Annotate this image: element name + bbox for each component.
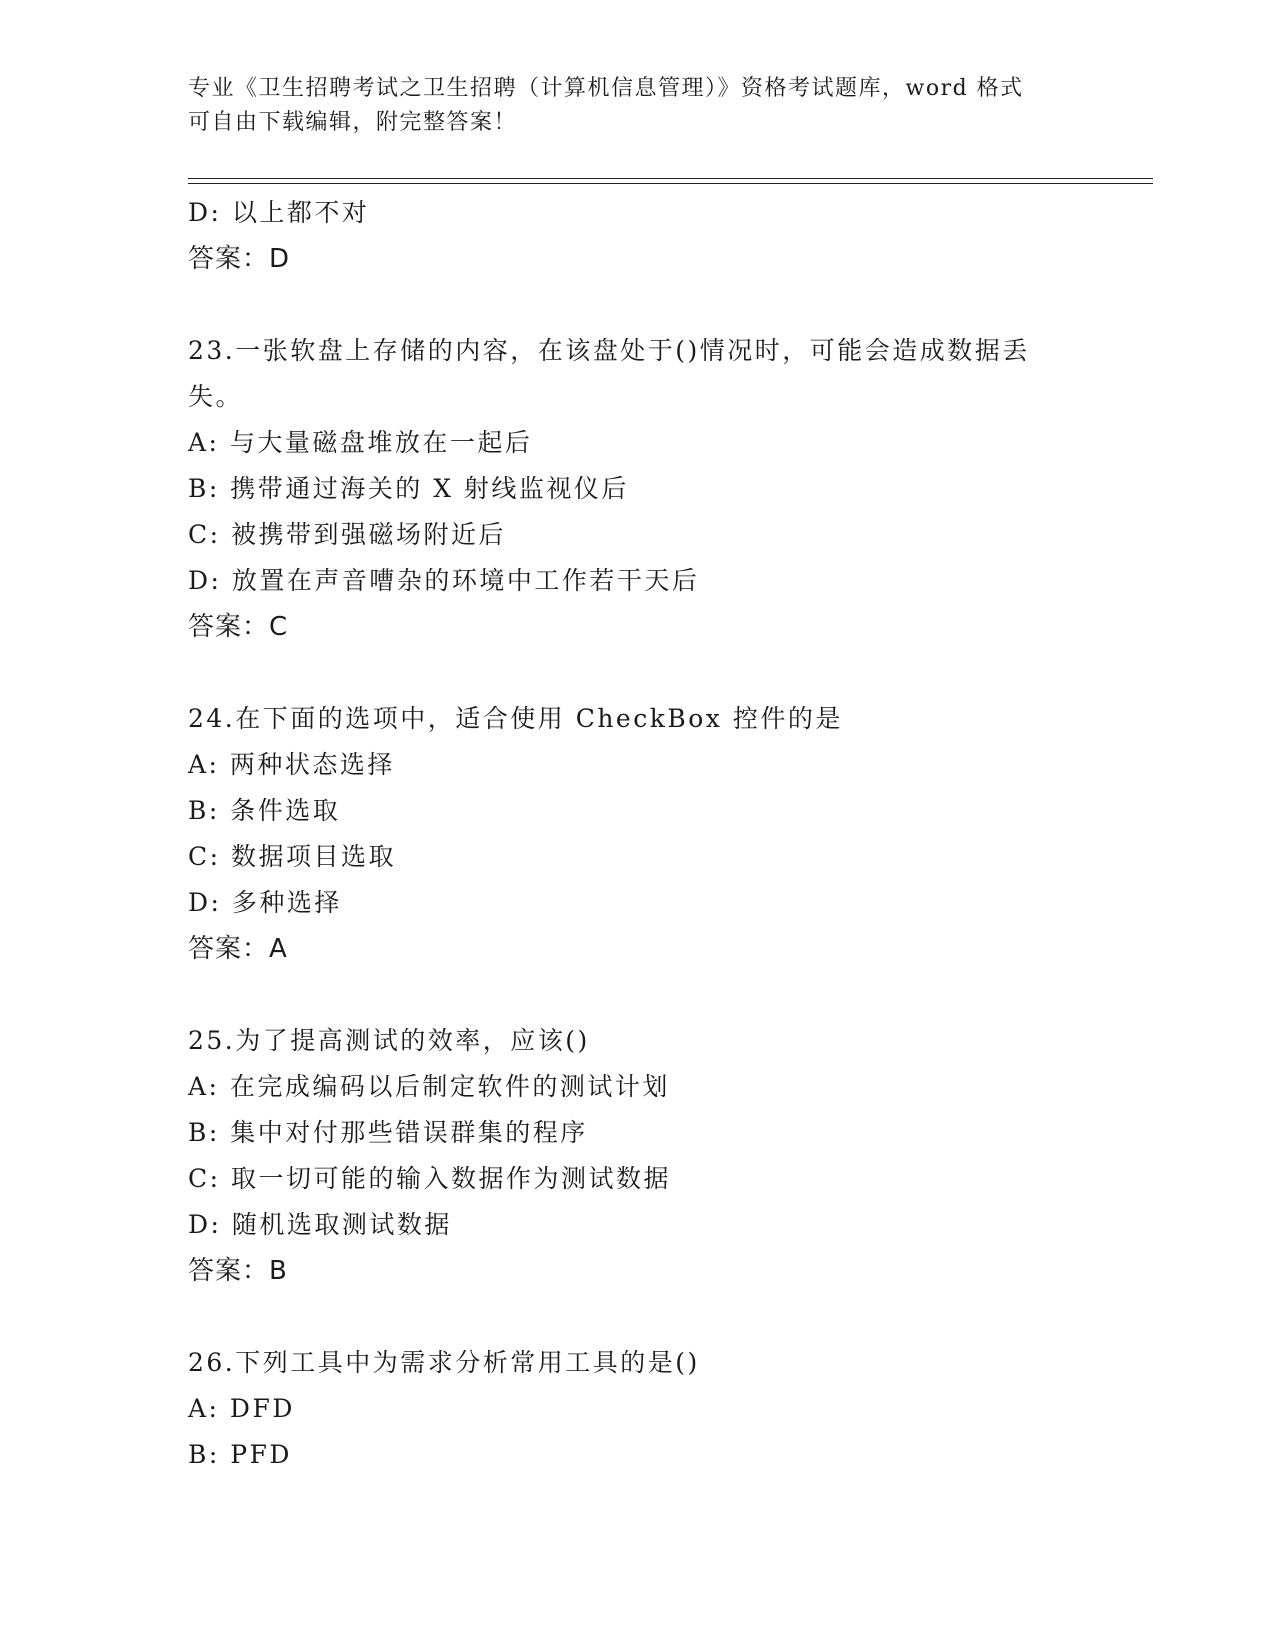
option-d: D: 随机选取测试数据 [188, 1210, 452, 1239]
spacer [188, 650, 1088, 696]
option-a: A: 两种状态选择 [188, 750, 395, 779]
spacer [188, 972, 1088, 1018]
document-header [188, 72, 1068, 140]
question-content [188, 190, 1088, 1478]
answer-line: 答案：D [188, 244, 291, 274]
option-c: C: 数据项目选取 [188, 842, 396, 871]
header-rule-bottom [188, 183, 1153, 184]
question-stem: 23.一张软盘上存储的内容，在该盘处于()情况时，可能会造成数据丢 [188, 336, 1030, 365]
option-a: A: 在完成编码以后制定软件的测试计划 [188, 1072, 670, 1101]
answer-line: 答案：C [188, 612, 289, 642]
question-stem: 26.下列工具中为需求分析常用工具的是() [188, 1348, 700, 1377]
question-25 [188, 1018, 1088, 1294]
option-d: D: 多种选择 [188, 888, 342, 917]
option-b: B: 集中对付那些错误群集的程序 [188, 1118, 588, 1147]
spacer [188, 282, 1088, 328]
header-line-1: 专业《卫生招聘考试之卫生招聘（计算机信息管理）》资格考试题库，word 格式 [188, 76, 1024, 101]
header-rule-top [188, 178, 1153, 179]
option-b: B: 携带通过海关的 X 射线监视仪后 [188, 474, 629, 503]
option-d: D: 放置在声音嘈杂的环境中工作若干天后 [188, 566, 700, 595]
spacer [188, 1294, 1088, 1340]
answer-line: 答案：A [188, 934, 288, 964]
option-c: C: 取一切可能的输入数据作为测试数据 [188, 1164, 671, 1193]
question-26 [188, 1340, 1088, 1478]
option-b: B: PFD [188, 1440, 292, 1469]
question-stem: 24.在下面的选项中，适合使用 CheckBox 控件的是 [188, 704, 843, 733]
option-d: D: 以上都不对 [188, 198, 370, 227]
option-b: B: 条件选取 [188, 796, 341, 825]
question-24 [188, 696, 1088, 972]
question-23 [188, 328, 1088, 650]
option-a: A: DFD [188, 1394, 295, 1423]
option-a: A: 与大量磁盘堆放在一起后 [188, 428, 533, 457]
question-stem: 25.为了提高测试的效率，应该() [188, 1026, 590, 1055]
question-stem: 失。 [188, 382, 244, 411]
header-line-2: 可自由下载编辑，附完整答案！ [188, 110, 518, 135]
option-c: C: 被携带到强磁场附近后 [188, 520, 506, 549]
answer-line: 答案：B [188, 1256, 288, 1286]
previous-question-tail [188, 190, 1088, 282]
